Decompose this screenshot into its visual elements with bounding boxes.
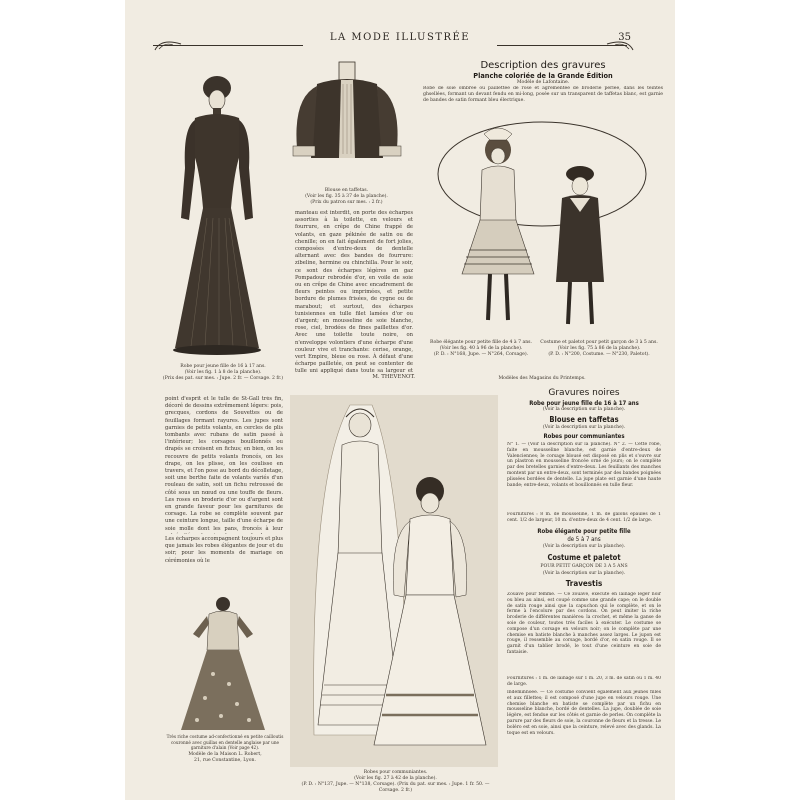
travestis-label: Travestis: [565, 579, 603, 588]
article-column-middle: manteau est interdit, on porte des écharpes assorties à la toilette, en velours et fourrure, en crêpe de Chine frappé de volants, en gaze pékinée de satin ou de chenille; on en fait également de fort jolies, composées d'entre-deux de dentelle alternant avec des bandes de fourrure: zibeline, hermine ou chinchilla. Pour le soir, ce sont des écharpes légères en gaz Pompadour rebrodée d'or, en voile de soie ou en crêpe de Chine avec encadrement de fleurs peintes ou imprimées, et petite bordure de plumes frisées, de cygne ou de marabout; et surtout, des écharpes tunisiennes en tulle filet lamées d'or ou d'argent; en mousseline de soie blanche, rose, ciel, brodées de fines paillettes d'or. Avec une toilette toute noire, on n'enveloppe volontiers d'une écharpe d'une couleur vive et tranchante: cerise, orange, vert Empire, bleue ou rose. À défaut d'une écharpe pailletée, on peut se contenter de tulle uni appliqué dans toute sa largeur et: [295, 210, 413, 374]
fournitures-2: Fournitures : 1 m. de lainage sur 1 m. 20, 3 m. de satin ou 1 m. 40 de large.: [507, 676, 661, 687]
small-gown-illustration: [173, 594, 273, 734]
communiantes-illustration: [290, 395, 498, 767]
gn-item-1-note: (Voir la description sur la planche).: [542, 407, 626, 412]
page-number: 35: [618, 32, 631, 43]
robe-petite-fille-note: (Voir la description sur la planche).: [542, 544, 626, 549]
header-ornament-right: [605, 36, 635, 52]
small-gown-caption: Très riche costume ad-confectionné en petite cailloutis couronné avec guillas en dentelle anglaise par une garniture d'alain (Voir page 42).: [166, 734, 284, 750]
article-column-left: point d'esprit et le tulle de St-Gall très fin, décoré de dessins extrêmement légers: pois, grecques, cordons de Souvettes ou de feuillages formant rayures. Les jupes sont garnies de petits volants, en cercles de plis tombants avec rubans de satin passé à l'intérieur; les corsages bouillonnés ou drapés se croisent en fichus; en bien, on les recouvre de petits volants froncés, on les drape, on les plisse, on les coulisse en travers, et l'on pose au bord du décolletage, soit une berthe faite de volants variés d'un rouleau de satin, soit un fichu retroussé de côté sous un nœud ou une touffe de fleurs. Les roses en broderie d'or ou d'argent sont en grande faveur pour les garnitures de corsage. La robe se complète souvent par une ceinture longue, taille d'une écharpe de soie molle dont les pans, froncés à leur: [165, 396, 283, 532]
gravures-noires-heading: Gravures noires: [548, 388, 620, 398]
costume-paletot-label: Costume et paletot: [547, 553, 621, 562]
description-source: Modèle de Lafontaine.: [516, 80, 570, 85]
color-plate-illustration: [430, 112, 655, 337]
article-signature: M. THEVENOT.: [372, 374, 415, 380]
communiantes-description: N° 1. — (Voir la description sur la planche). N° 2. — Cette robe, faite en mousseline blanche, est garnie d'entre-deux de Valenciennes; le corsage blousé est disposé en plis et s'ouvre sur un plastron en mousseline froncée orné de jours; on le complète par des bretelles garnies d'entre-deux. Les feuillants des manches montent par un entre-deux, sont terminés par des bandes poignées plissées bordées de dentelle. La jupe plate est garnie d'une haute bande; entre-deux, volants et bouillonnés en tulle fleur.: [507, 442, 661, 488]
costume-paletot-note: (Voir la description sur la planche).: [542, 571, 626, 576]
costume-paletot-sub: POUR PETIT GARÇON DE 3 A 5 ANS: [540, 564, 628, 569]
small-gown-maker: Modèle de la Maison L. Robert,: [188, 752, 262, 757]
robe-petite-fille-label: Robe élégante pour petite fille: [537, 528, 631, 535]
journal-title: LA MODE ILLUSTRÉE: [329, 32, 471, 43]
travestis-continued: Indeminnoéé. — Ce costume convient également aux jeunes filles et aux fillettes; il est composé d'une jupe en velours rouge. Une chemise blanche en batiste se complète par un fichu en mousseline blanche, bordé de dentelles. La jupe, doublée de soie légère, est fendue sur les côtés et garnie de perles. On complète la parure par des fleurs de soie, la couronne de fleurs et la tresse. Le boléro est en soie, ainsi que la ceinture, relevé avec des glands. La toque est en velours.: [507, 690, 661, 736]
travestis-description: Zouave pour femme. — Ce zouave, exécuté en lainage léger noir ou bleu au ainsi, est coupé comme une grande cape; on le double de satin rouge ainsi que la capuchon qui le complète, et on le ferme à l'encolure par des cordons. On peut imiter la riche broderie de différentes manières: la crochet, et même la ganse de soie de couleur, toutes très faciles à exécuter. Le costume se compose d'un corsage en velours noir; on le complète par une chemise en batiste blanche à manches assez larges. Le jupon est rouge, il ressemble au corsage, bordé d'or, en satin rouge. Il se garnit d'un tablier brodé, le tout d'une ceinture en soie de fantaisie.: [507, 592, 661, 655]
fournitures-1: Fournitures : 8 m. de mousseline, 1 m. de galons épaules de 1 cent. 1/2 de largeur, 10 m. d'entre-deux de 4 cent. 1/2 de large.: [507, 512, 661, 523]
description-intro: Robe de soie ombrée ou paillettée de rose et agrémentée de broderie perlée, dans les teintes ghsellées, formant un devant fendu en mi-long, posée sur un transparent de taffetas blanc, est garnie de bandes de satin formant bleu électrique.: [423, 86, 663, 103]
plate-note: Modèles des Magasins du Printemps.: [498, 376, 586, 381]
gn-item-2-note: (Voir la description sur la planche).: [542, 425, 626, 430]
small-gown-address: 21, rue Constantine, Lyon.: [194, 758, 256, 763]
header-ornament-left: [153, 36, 183, 52]
robe-petite-fille-age: de 5 à 7 ans: [567, 536, 601, 543]
robe-jeune-fille-illustration: [155, 58, 285, 363]
gn-item-3-label: Robes pour communiantes: [543, 433, 625, 440]
description-heading: Description des gravures: [480, 60, 606, 71]
page-header: [125, 32, 675, 48]
gn-item-1-label: Robe pour jeune fille de 16 à 17 ans: [529, 400, 639, 407]
robe-petite-fille-caption: Robe élégante pour petite fille de 4 à 7 ans. (Voir les fig. 40 à 96 de la planche). (P. D. : N°168, Jupe. — N°264, Corsage).: [429, 340, 532, 357]
blouse-taffetas-caption: Blouse en taffetas. (Voir les fig. 35 à 37 de la planche). (Prix du patron sur mes. : 2 fr.): [305, 188, 388, 205]
gn-item-2-label: Blouse en taffetas: [549, 415, 619, 424]
robe-jeune-fille-caption: Robe pour jeune fille de 16 à 17 ans. (Voir les fig. 1 à 8 de la planche). (Prix des pat. sur mes. : Jupe. 2 fr. — Corsage. 2 fr.): [162, 364, 284, 381]
blouse-taffetas-illustration: [287, 58, 407, 186]
magazine-page: [125, 0, 675, 800]
description-subheading: Planche coloriée de la Grande Édition: [473, 72, 613, 80]
communiantes-caption: Robes pour communiantes. (Voir les fig. 27 à 42 de la planche). (P. D. : N°137, Jupe. — N°138, Corsage). (Prix du pat. sur mes. : Jupe. 1 fr. 50. — Corsage. 2 fr.): [301, 770, 490, 793]
costume-garcon-caption: Costume et paletot pour petit garçon de 3 à 5 ans. (Voir les fig. 75 à 86 de la planche). (P. D. : N°200, Costume. — N°230, Paletot).: [540, 340, 658, 357]
article-column-left-continued: Les écharpes accompagnent toujours et plus que jamais les robes élégantes de jour et du soir; pour les moments de mariage on cérémonies où le: [165, 536, 283, 564]
